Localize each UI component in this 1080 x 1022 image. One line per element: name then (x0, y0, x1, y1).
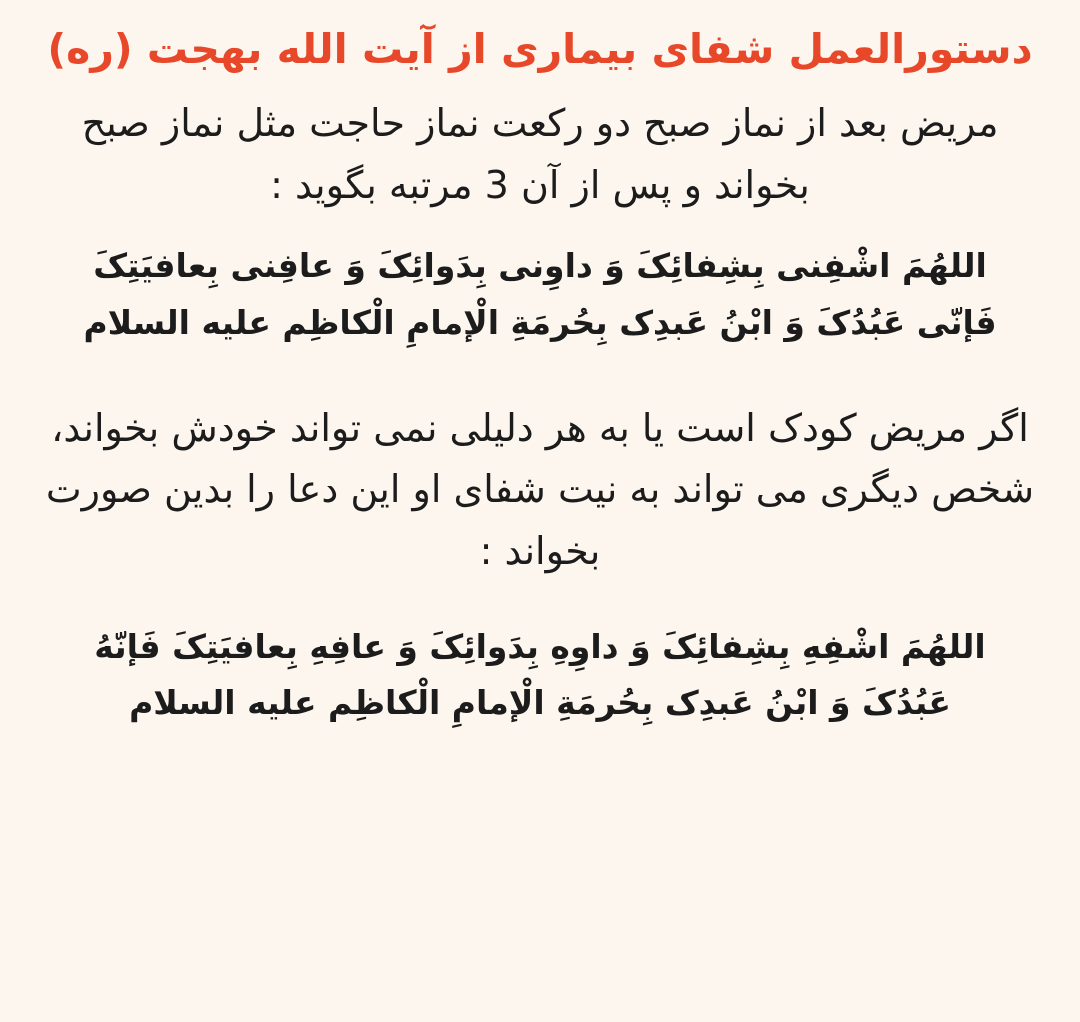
instruction-paragraph-2: اگر مریض کودک است یا به هر دلیلی نمی تواند خودش بخواند، شخص دیگری می تواند به نیت شفای او این دعا را بدین صورت بخواند : (45, 405, 1035, 574)
dua-line-2: فَإنّى عَبُدُکَ وَ ابْنُ عَبدِک بِحُرمَةِ الْإمامِ الْکاظِم علیه السلام (83, 303, 997, 343)
dua-line-1: اللهُمَ اشْفِهِ بِشِفائِکَ وَ داوِهِ بِدَوائِکَ وَ عافِهِ بِعافیَتِکَ فَإنّهُ (94, 626, 986, 666)
dua-block-1 (26, 238, 1054, 352)
dua-line-2: عَبُدُکَ وَ ابْنُ عَبدِک بِحُرمَةِ الْإمامِ الْکاظِم علیه السلام (129, 683, 951, 723)
spacer (26, 352, 1054, 398)
spacer (26, 220, 1054, 232)
dua-block-2 (26, 619, 1054, 733)
page-title: دستورالعمل شفای بیماری از آیت الله بهجت (ره) (47, 25, 1033, 73)
spacer (26, 587, 1054, 613)
instruction-paragraph-1: مریض بعد از نماز صبح دو رکعت نماز حاجت مثل نماز صبح بخواند و پس از آن 3 مرتبه بگوید : (81, 101, 999, 207)
dua-line-1: اللهُمَ اشْفِنى بِشِفائِکَ وَ داوِنى بِدَوائِکَ وَ عافِنى بِعافیَتِکَ (93, 246, 987, 286)
